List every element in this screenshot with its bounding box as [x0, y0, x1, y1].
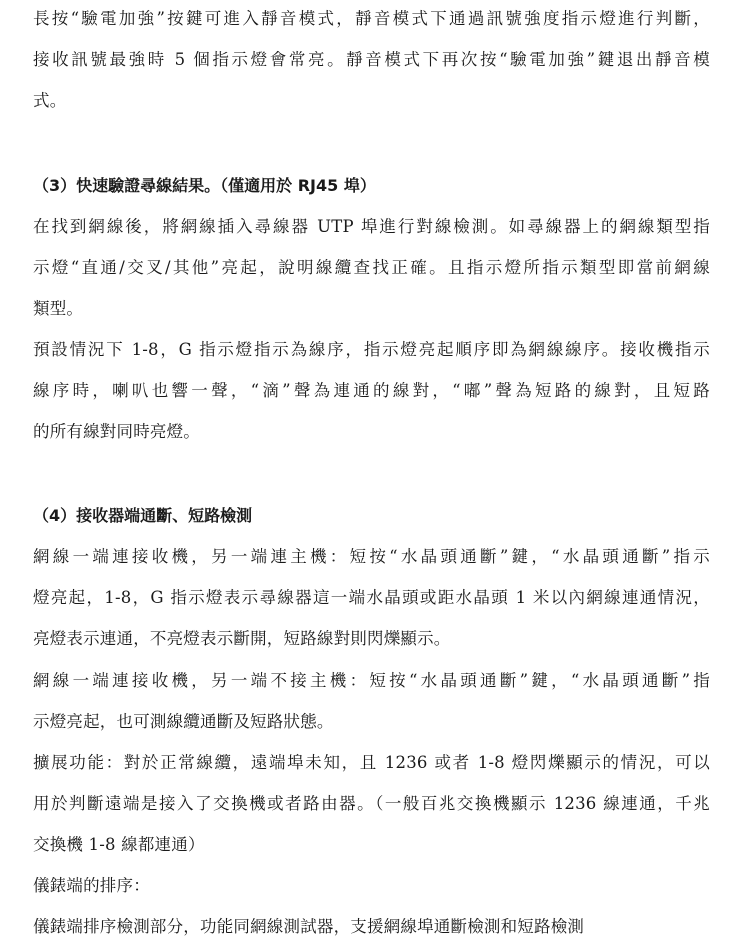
section4-para3-line-3: 交換機 1-8 線都連通） [33, 835, 205, 854]
section3-para1-line-2: 示燈“直通/交叉/其他”亮起，說明線纜查找正確。且指示燈所指示類型即當前網線 [33, 258, 710, 277]
section3-para2-line-2: 線序時，喇叭也響一聲，“滴”聲為連通的線對，“嘟”聲為短路的線對，且短路 [33, 381, 710, 400]
section4-para3-line-2: 用於判斷遠端是接入了交換機或者路由器。（一般百兆交換機顯示 1236 線連通，千兆 [33, 794, 710, 813]
section4-para2-line-1: 網線一端連接收機，另一端不接主機：短按“水晶頭通斷”鍵，“水晶頭通斷”指 [33, 671, 710, 690]
section4-para3-line-1: 擴展功能：對於正常線纜，遠端埠未知，且 1236 或者 1-8 燈閃爍顯示的情況，可以 [33, 753, 710, 772]
section4-para5-line-1: 儀錶端排序檢測部分，功能同網線測試器，支援網線埠通斷檢測和短路檢測 [33, 917, 585, 936]
section3-para2-line-1: 預設情況下 1-8，G 指示燈指示為線序，指示燈亮起順序即為網線線序。接收機指示 [33, 340, 710, 359]
intro-line-3: 式。 [33, 91, 67, 110]
section3-para2-line-3: 的所有線對同時亮燈。 [33, 422, 200, 441]
section4-para4-line-1: 儀錶端的排序： [33, 876, 150, 895]
section4-para1-line-1: 網線一端連接收機，另一端連主機：短按“水晶頭通斷”鍵，“水晶頭通斷”指示 [33, 547, 710, 566]
section4-para1-line-2: 燈亮起，1-8，G 指示燈表示尋線器這一端水晶頭或距水晶頭 1 米以內網線連通情況， [33, 588, 710, 607]
intro-line-1: 長按“驗電加強”按鍵可進入靜音模式，靜音模式下通過訊號強度指示燈進行判斷， [33, 9, 710, 28]
section3-heading: （3）快速驗證尋線結果。（僅適用於 RJ45 埠） [33, 176, 376, 195]
intro-line-2: 接收訊號最強時 5 個指示燈會常亮。靜音模式下再次按“驗電加強”鍵退出靜音模 [33, 50, 710, 69]
section4-para2-line-2: 示燈亮起，也可測線纜通斷及短路狀態。 [33, 712, 334, 731]
section3-para1-line-1: 在找到網線後，將網線插入尋線器 UTP 埠進行對線檢測。如尋線器上的網線類型指 [33, 217, 710, 236]
section3-para1-line-3: 類型。 [33, 299, 84, 318]
section4-para1-line-3: 亮燈表示連通，不亮燈表示斷開，短路線對則閃爍顯示。 [33, 629, 451, 648]
section4-heading: （4）接收器端通斷、短路檢測 [33, 506, 253, 525]
